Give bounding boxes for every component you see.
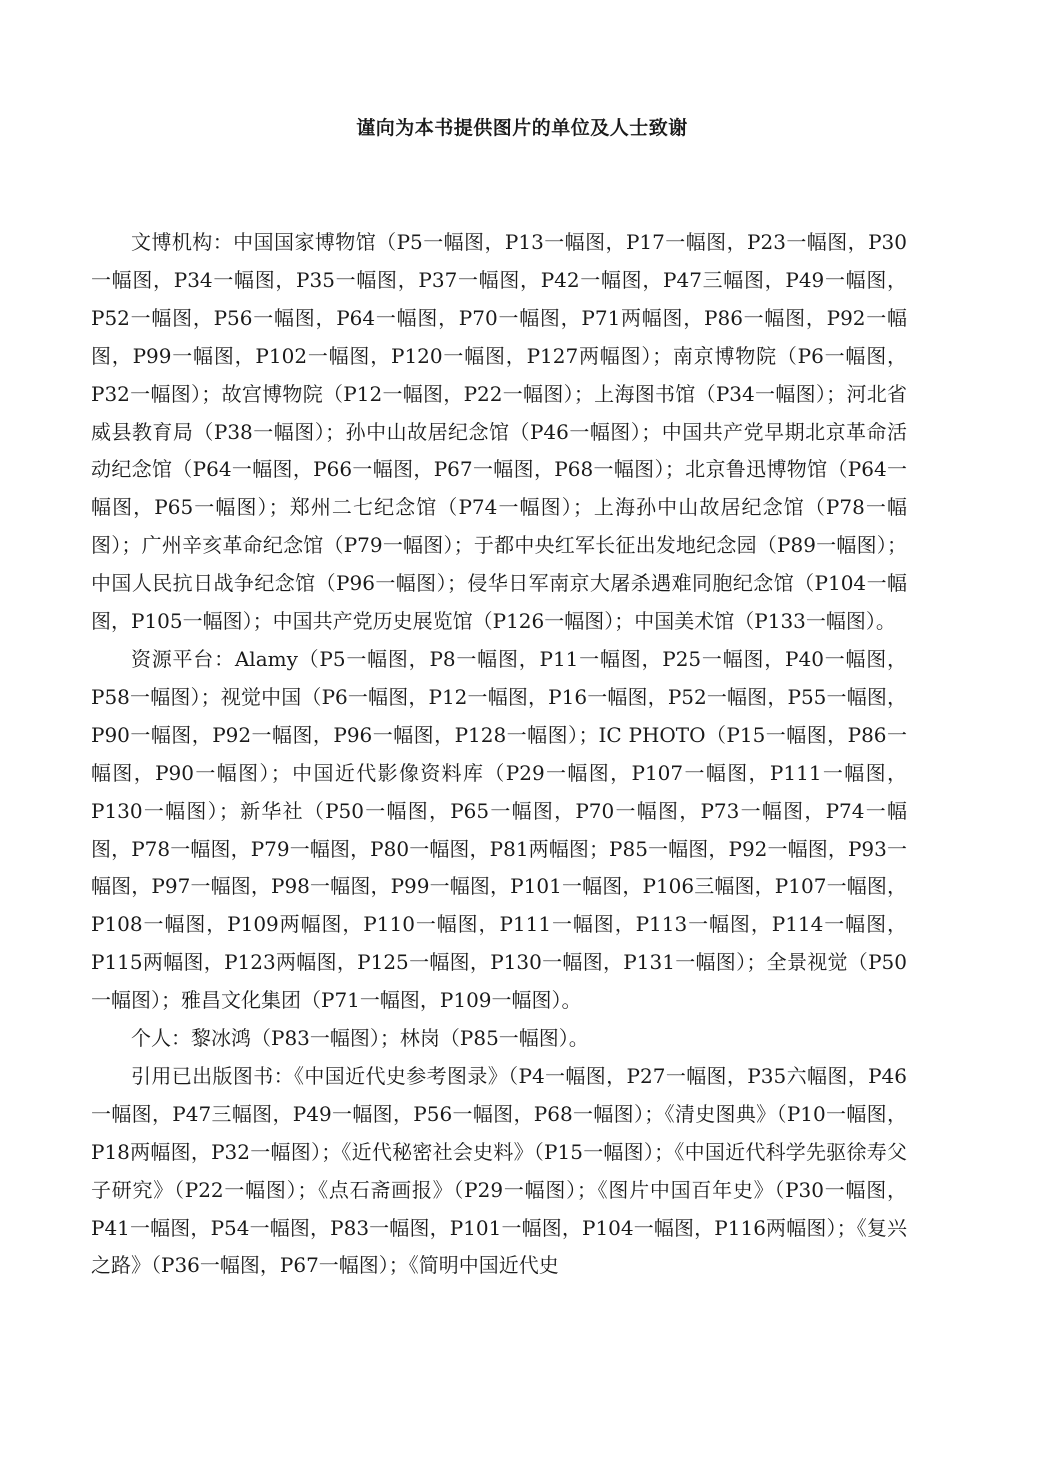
paragraph-individuals: 个人：黎冰鸿（P83一幅图）；林岗（P85一幅图）。 [131,1026,589,1051]
acknowledgement-body [91,224,907,1285]
page-title: 谨向为本书提供图片的单位及人士致谢 [356,117,688,139]
paragraph-published-books: 引用已出版图书：《中国近代史参考图录》（P4一幅图，P27一幅图，P35六幅图，P46一幅图，P47三幅图，P49一幅图，P56一幅图，P68一幅图）；《清史图典》（P10一幅图，P18两幅图，P32一幅图）；《近代秘密社会史料》（P15一幅图）；《中国近代科学先驱徐寿父子研究》（P22一幅图）；《点石斋画报》（P29一幅图）；《图片中国百年史》（P30一幅图，P41一幅图，P54一幅图，P83一幅图，P101一幅图，P104一幅图，P116两幅图）；《复兴之路》（P36一幅图，P67一幅图）；《简明中国近代史 [91,1063,907,1278]
paragraph-resource-platforms: 资源平台：Alamy（P5一幅图，P8一幅图，P11一幅图，P25一幅图，P40一幅图，P58一幅图）；视觉中国（P6一幅图，P12一幅图，P16一幅图，P52一幅图，P55一幅图，P90一幅图，P92一幅图，P96一幅图，P128一幅图）；IC PHOTO（P15一幅图，P86一幅图，P90一幅图）；中国近代影像资料库（P29一幅图，P107一幅图，P111一幅图，P130一幅图）；新华社（P50一幅图，P65一幅图，P70一幅图，P73一幅图，P74一幅图，P78一幅图，P79一幅图，P80一幅图，P81两幅图；P85一幅图，P92一幅图，P93一幅图，P97一幅图，P98一幅图，P99一幅图，P101一幅图，P106三幅图，P107一幅图，P108一幅图，P109两幅图，P110一幅图，P111一幅图，P113一幅图，P114一幅图，P115两幅图，P123两幅图，P125一幅图，P130一幅图，P131一幅图）；全景视觉（P50一幅图）；雅昌文化集团（P71一幅图，P109一幅图）。 [91,646,907,1013]
paragraph-museums: 文博机构：中国国家博物馆（P5一幅图，P13一幅图，P17一幅图，P23一幅图，P30一幅图，P34一幅图，P35一幅图，P37一幅图，P42一幅图，P47三幅图，P49一幅图，P52一幅图，P56一幅图，P64一幅图，P70一幅图，P71两幅图，P86一幅图，P92一幅图，P99一幅图，P102一幅图，P120一幅图，P127两幅图）；南京博物院（P6一幅图，P32一幅图）；故宫博物院（P12一幅图，P22一幅图）；上海图书馆（P34一幅图）；河北省威县教育局（P38一幅图）；孙中山故居纪念馆（P46一幅图）；中国共产党早期北京革命活动纪念馆（P64一幅图，P66一幅图，P67一幅图，P68一幅图）；北京鲁迅博物馆（P64一幅图，P65一幅图）；郑州二七纪念馆（P74一幅图）；上海孙中山故居纪念馆（P78一幅图）；广州辛亥革命纪念馆（P79一幅图）；于都中央红军长征出发地纪念园（P89一幅图）；中国人民抗日战争纪念馆（P96一幅图）；侵华日军南京大屠杀遇难同胞纪念馆（P104一幅图，P105一幅图）；中国共产党历史展览馆（P126一幅图）；中国美术馆（P133一幅图）。 [91,230,907,634]
